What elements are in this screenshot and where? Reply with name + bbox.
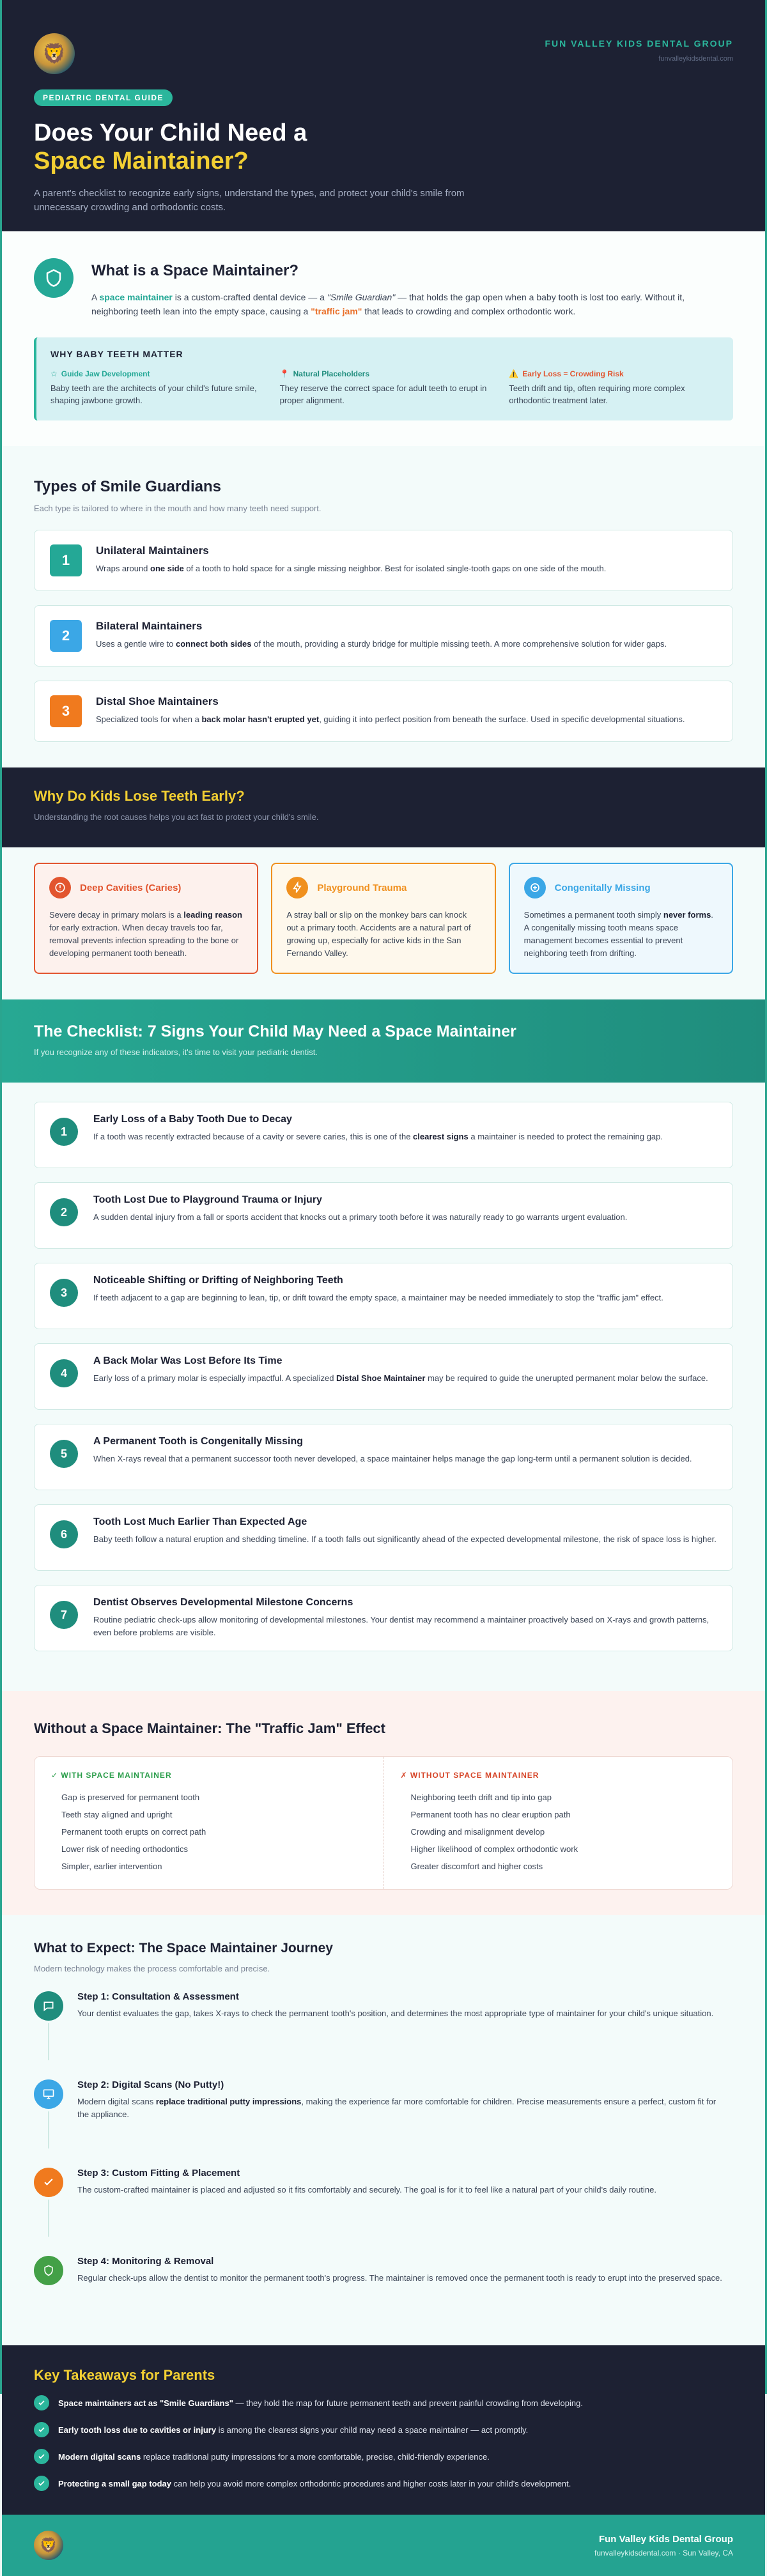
journey-step-desc: Regular check-ups allow the dentist to monitor the permanent tooth's progress. The maintainer is removed once the permanent tooth is ready to erupt into the preserved space. <box>77 2273 722 2283</box>
type-number-badge: 3 <box>50 695 82 727</box>
checklist-item-title: Tooth Lost Much Earlier Than Expected Age <box>93 1516 307 1527</box>
checklist-item-desc: If a tooth was recently extracted because of a cavity or severe caries, this is one of the clearest signs a maintainer is needed to protect the remaining gap. <box>93 1132 663 1141</box>
checklist-item-title: Dentist Observes Developmental Milestone Concerns <box>93 1597 353 1608</box>
takeaway-text: Modern digital scans replace traditional putty impressions for a more comfortable, precise, child-friendly experience. <box>58 2451 490 2462</box>
cause-desc: Sometimes a permanent tooth simply never forms. A congenitally missing tooth means space management becomes essential to prevent neighboring teeth from drifting. <box>523 910 713 958</box>
with-maintainer-item: Simpler, earlier intervention <box>61 1862 162 1871</box>
takeaway-text: Early tooth loss due to cavities or injury is among the clearest signs your child may need a space maintainer — act promptly. <box>58 2425 529 2435</box>
takeaway-item <box>34 2395 733 2410</box>
what-is-section <box>2 231 765 446</box>
why-item-title: ⚠️ Early Loss = Crowding Risk <box>509 369 624 378</box>
journey-subtitle: Modern technology makes the process comfortable and precise. <box>34 1964 270 1973</box>
check-icon <box>34 2422 49 2437</box>
why-item-title: 📍 Natural Placeholders <box>279 369 370 378</box>
cause-header <box>524 877 718 899</box>
checklist-number: 4 <box>50 1359 78 1387</box>
comparison-card <box>34 1756 733 1890</box>
check-icon <box>34 2449 49 2464</box>
checklist-item-desc: Routine pediatric check-ups allow monitoring of developmental milestones. Your dentist may recommend a maintainer proactively based on X-rays and growth patterns, even before problems are visible. <box>93 1615 709 1637</box>
checklist-item-desc: If teeth adjacent to a gap are beginning to lean, tip, or drift toward the empty space, a maintainer may be needed immediately to stop the "traffic jam" effect. <box>93 1293 663 1302</box>
cause-card <box>509 863 733 974</box>
alert-icon <box>49 877 71 899</box>
takeaway-item <box>34 2449 733 2464</box>
journey-step <box>34 2168 733 2238</box>
check-icon <box>34 2395 49 2410</box>
with-maintainer-item: Lower risk of needing orthodontics <box>61 1844 189 1854</box>
takeaway-text: Protecting a small gap today can help you avoid more complex orthodontic procedures and higher costs later in your child's development. <box>58 2478 571 2488</box>
checklist-item-desc: Baby teeth follow a natural eruption and shedding timeline. If a tooth falls out significantly ahead of the expected developmental milestone, the risk of space loss is higher. <box>93 1534 717 1544</box>
checklist-number: 3 <box>50 1279 78 1307</box>
journey-title: What to Expect: The Space Maintainer Journey <box>34 1941 333 1955</box>
without-maintainer-item: Greater discomfort and higher costs <box>410 1862 543 1871</box>
checklist-item <box>34 1504 733 1571</box>
why-early-section <box>2 767 765 847</box>
why-early-subtitle: Understanding the root causes helps you act fast to protect your child's smile. <box>34 812 319 822</box>
cause-header <box>286 877 480 899</box>
cause-title: Playground Trauma <box>317 882 407 893</box>
page-title <box>34 119 733 175</box>
with-maintainer-item: Teeth stay aligned and upright <box>61 1810 173 1819</box>
takeaway-item <box>34 2422 733 2437</box>
takeaways-title: Key Takeaways for Parents <box>34 2367 215 2383</box>
cause-card <box>34 863 258 974</box>
why-item <box>509 369 719 406</box>
checklist-subtitle: If you recognize any of these indicators, it's time to visit your pediatric dentist. <box>34 1047 318 1057</box>
with-maintainer-column <box>35 1757 384 1889</box>
types-subtitle: Each type is tailored to where in the mouth and how many teeth need support. <box>34 504 322 513</box>
checklist-number: 2 <box>50 1198 78 1226</box>
without-maintainer-label: ✗ WITHOUT SPACE MAINTAINER <box>400 1771 539 1780</box>
footer <box>2 2515 765 2576</box>
why-item-desc: Baby teeth are the architects of your child's future smile, shaping jawbone growth. <box>50 383 257 405</box>
brand-url[interactable]: funvalleykidsdental.com <box>658 55 733 63</box>
footer-brand-name: Fun Valley Kids Dental Group <box>598 2533 733 2545</box>
title-line-1: Does Your Child Need a <box>34 120 307 146</box>
chat-icon <box>34 1991 63 2021</box>
cause-desc: Severe decay in primary molars is a leading reason for early extraction. When decay travels too far, removal prevents infection spreading to the bone or developing permanent tooth beneath. <box>49 910 242 958</box>
journey-step-title: Step 4: Monitoring & Removal <box>77 2256 214 2267</box>
cause-title: Congenitally Missing <box>554 882 651 893</box>
title-line-2: Space Maintainer? <box>34 148 249 174</box>
type-desc: Wraps around one side of a tooth to hold space for a single missing neighbor. Best for isolated single-tooth gaps on one side of the mouth. <box>96 564 607 573</box>
guide-pill: PEDIATRIC DENTAL GUIDE <box>34 89 173 106</box>
without-maintainer-item: Permanent tooth has no clear eruption path <box>410 1810 571 1819</box>
why-item-desc: Teeth drift and tip, often requiring more complex orthodontic treatment later. <box>509 383 685 405</box>
checklist-number: 6 <box>50 1520 78 1548</box>
types-section <box>2 446 765 767</box>
what-is-paragraph: A space maintainer is a custom-crafted dental device — a "Smile Guardian" — that holds the gap open when a baby tooth is lost too early. Without it, neighboring teeth lean into the empty space, causing a "traffic jam" that leads to crowding and complex orthodontic work. <box>91 292 685 316</box>
journey-step <box>34 2256 733 2326</box>
without-maintainer-column <box>384 1757 733 1889</box>
checklist-item <box>34 1102 733 1168</box>
timeline-connector <box>48 2023 49 2060</box>
checklist-items <box>2 1083 765 1691</box>
footer-logo-icon: 🦁 <box>34 2531 63 2560</box>
takeaway-item <box>34 2476 733 2491</box>
checklist-number: 7 <box>50 1601 78 1629</box>
with-maintainer-label: ✓ WITH SPACE MAINTAINER <box>51 1771 172 1780</box>
checklist-item <box>34 1263 733 1329</box>
type-card <box>34 605 733 667</box>
why-early-title: Why Do Kids Lose Teeth Early? <box>34 788 245 804</box>
causes-row <box>2 847 765 999</box>
checklist-item-desc: A sudden dental injury from a fall or sports accident that knocks out a primary tooth before it was naturally ready to go warrants urgent evaluation. <box>93 1212 628 1222</box>
type-card <box>34 681 733 742</box>
takeaway-text: Space maintainers act as "Smile Guardians" — they hold the map for future permanent teeth and prevent painful crowding from developing. <box>58 2398 583 2408</box>
monitor-icon <box>34 2079 63 2109</box>
checklist-item <box>34 1424 733 1490</box>
journey-step-desc: Modern digital scans replace traditional putty impressions, making the experience far more comfortable for children. Precise measurements ensure a perfect, custom fit for the appliance. <box>77 2097 717 2119</box>
types-title: Types of Smile Guardians <box>34 478 221 495</box>
why-item <box>280 369 490 406</box>
hero-header <box>2 0 765 231</box>
why-item-icon: ☆ <box>50 369 58 378</box>
checklist-item-title: A Back Molar Was Lost Before Its Time <box>93 1355 283 1366</box>
check-icon <box>34 2476 49 2491</box>
traffic-jam-section <box>2 1691 765 1915</box>
without-maintainer-item: Higher likelihood of complex orthodontic work <box>410 1844 578 1854</box>
checklist-number: 5 <box>50 1440 78 1468</box>
lightning-icon <box>286 877 308 899</box>
hero-subtitle: A parent's checklist to recognize early signs, understand the types, and protect your child's smile from unnecessary crowding and orthodontic costs. <box>34 188 465 213</box>
journey-step-title: Step 3: Custom Fitting & Placement <box>77 2168 240 2179</box>
checklist-number: 1 <box>50 1118 78 1146</box>
checklist-item <box>34 1585 733 1651</box>
checklist-item-title: Early Loss of a Baby Tooth Due to Decay <box>93 1114 292 1125</box>
timeline-connector <box>48 2200 49 2237</box>
takeaways-section <box>2 2345 765 2515</box>
what-is-title: What is a Space Maintainer? <box>91 262 299 279</box>
journey-step <box>34 1991 733 2062</box>
type-title: Bilateral Maintainers <box>96 620 203 632</box>
without-maintainer-item: Crowding and misalignment develop <box>410 1827 545 1837</box>
with-maintainer-item: Gap is preserved for permanent tooth <box>61 1793 200 1802</box>
checklist-header <box>2 999 765 1083</box>
cause-desc: A stray ball or slip on the monkey bars can knock out a primary tooth. Accidents are a natural part of growing up, especially for active kids in the San Fernando Valley. <box>286 910 471 958</box>
journey-step-desc: The custom-crafted maintainer is placed and adjusted so it fits comfortably and securely. The goal is for it to feel like a natural part of your child's daily routine. <box>77 2185 656 2194</box>
traffic-jam-title: Without a Space Maintainer: The "Traffic Jam" Effect <box>34 1720 385 1736</box>
timeline-connector <box>48 2111 49 2148</box>
checklist-item-desc: When X-rays reveal that a permanent successor tooth never developed, a space maintainer helps manage the gap long-term until a permanent solution is decided. <box>93 1454 692 1463</box>
checklist-item <box>34 1343 733 1410</box>
journey-step-desc: Your dentist evaluates the gap, takes X-rays to check the permanent tooth's position, and determines the most appropriate type of maintainer for your child's unique situation. <box>77 2009 714 2018</box>
type-desc: Uses a gentle wire to connect both sides of the mouth, providing a sturdy bridge for multiple missing teeth. A more comprehensive solution for wider gaps. <box>96 639 667 649</box>
shield-icon <box>34 2256 63 2285</box>
type-card <box>34 530 733 591</box>
with-maintainer-item: Permanent tooth erupts on correct path <box>61 1827 206 1837</box>
why-baby-teeth-box <box>34 337 733 420</box>
journey-step-title: Step 1: Consultation & Assessment <box>77 1991 239 2002</box>
brand-block <box>545 38 733 63</box>
brand-logo-icon: 🦁 <box>34 33 75 74</box>
checklist-item-title: A Permanent Tooth is Congenitally Missing <box>93 1436 304 1447</box>
checklist-item <box>34 1182 733 1249</box>
why-item-icon: 📍 <box>279 369 290 378</box>
type-title: Distal Shoe Maintainers <box>96 695 219 707</box>
why-item-title: ☆ Guide Jaw Development <box>50 369 150 378</box>
journey-section <box>2 1915 765 2345</box>
journey-step <box>34 2079 733 2150</box>
journey-step-title: Step 2: Digital Scans (No Putty!) <box>77 2079 224 2090</box>
checklist-item-desc: Early loss of a primary molar is especially impactful. A specialized Distal Shoe Maintainer may be required to guide the unerupted permanent molar below the surface. <box>93 1373 708 1383</box>
type-title: Unilateral Maintainers <box>96 544 209 557</box>
why-item-icon: ⚠️ <box>509 369 519 378</box>
shield-icon <box>34 258 74 298</box>
cause-title: Deep Cavities (Caries) <box>80 882 182 893</box>
footer-contact-line: funvalleykidsdental.com · Sun Valley, CA <box>594 2548 733 2557</box>
why-item <box>50 369 261 406</box>
brand-name: FUN VALLEY KIDS DENTAL GROUP <box>545 38 733 49</box>
type-number-badge: 1 <box>50 544 82 576</box>
why-item-desc: They reserve the correct space for adult teeth to erupt in proper alignment. <box>279 383 487 405</box>
type-number-badge: 2 <box>50 620 82 652</box>
checklist-item-title: Tooth Lost Due to Playground Trauma or Injury <box>93 1194 322 1205</box>
plus-circle-icon <box>524 877 546 899</box>
without-maintainer-item: Neighboring teeth drift and tip into gap <box>410 1793 552 1802</box>
cause-header <box>49 877 243 899</box>
checklist-item-title: Noticeable Shifting or Drifting of Neighboring Teeth <box>93 1275 343 1286</box>
type-desc: Specialized tools for when a back molar hasn't erupted yet, guiding it into perfect position from beneath the surface. Used in specific developmental situations. <box>96 714 685 724</box>
cause-card <box>271 863 495 974</box>
check-icon <box>34 2168 63 2197</box>
checklist-title: The Checklist: 7 Signs Your Child May Need a Space Maintainer <box>34 1022 516 1040</box>
why-baby-teeth-title: WHY BABY TEETH MATTER <box>50 349 183 359</box>
